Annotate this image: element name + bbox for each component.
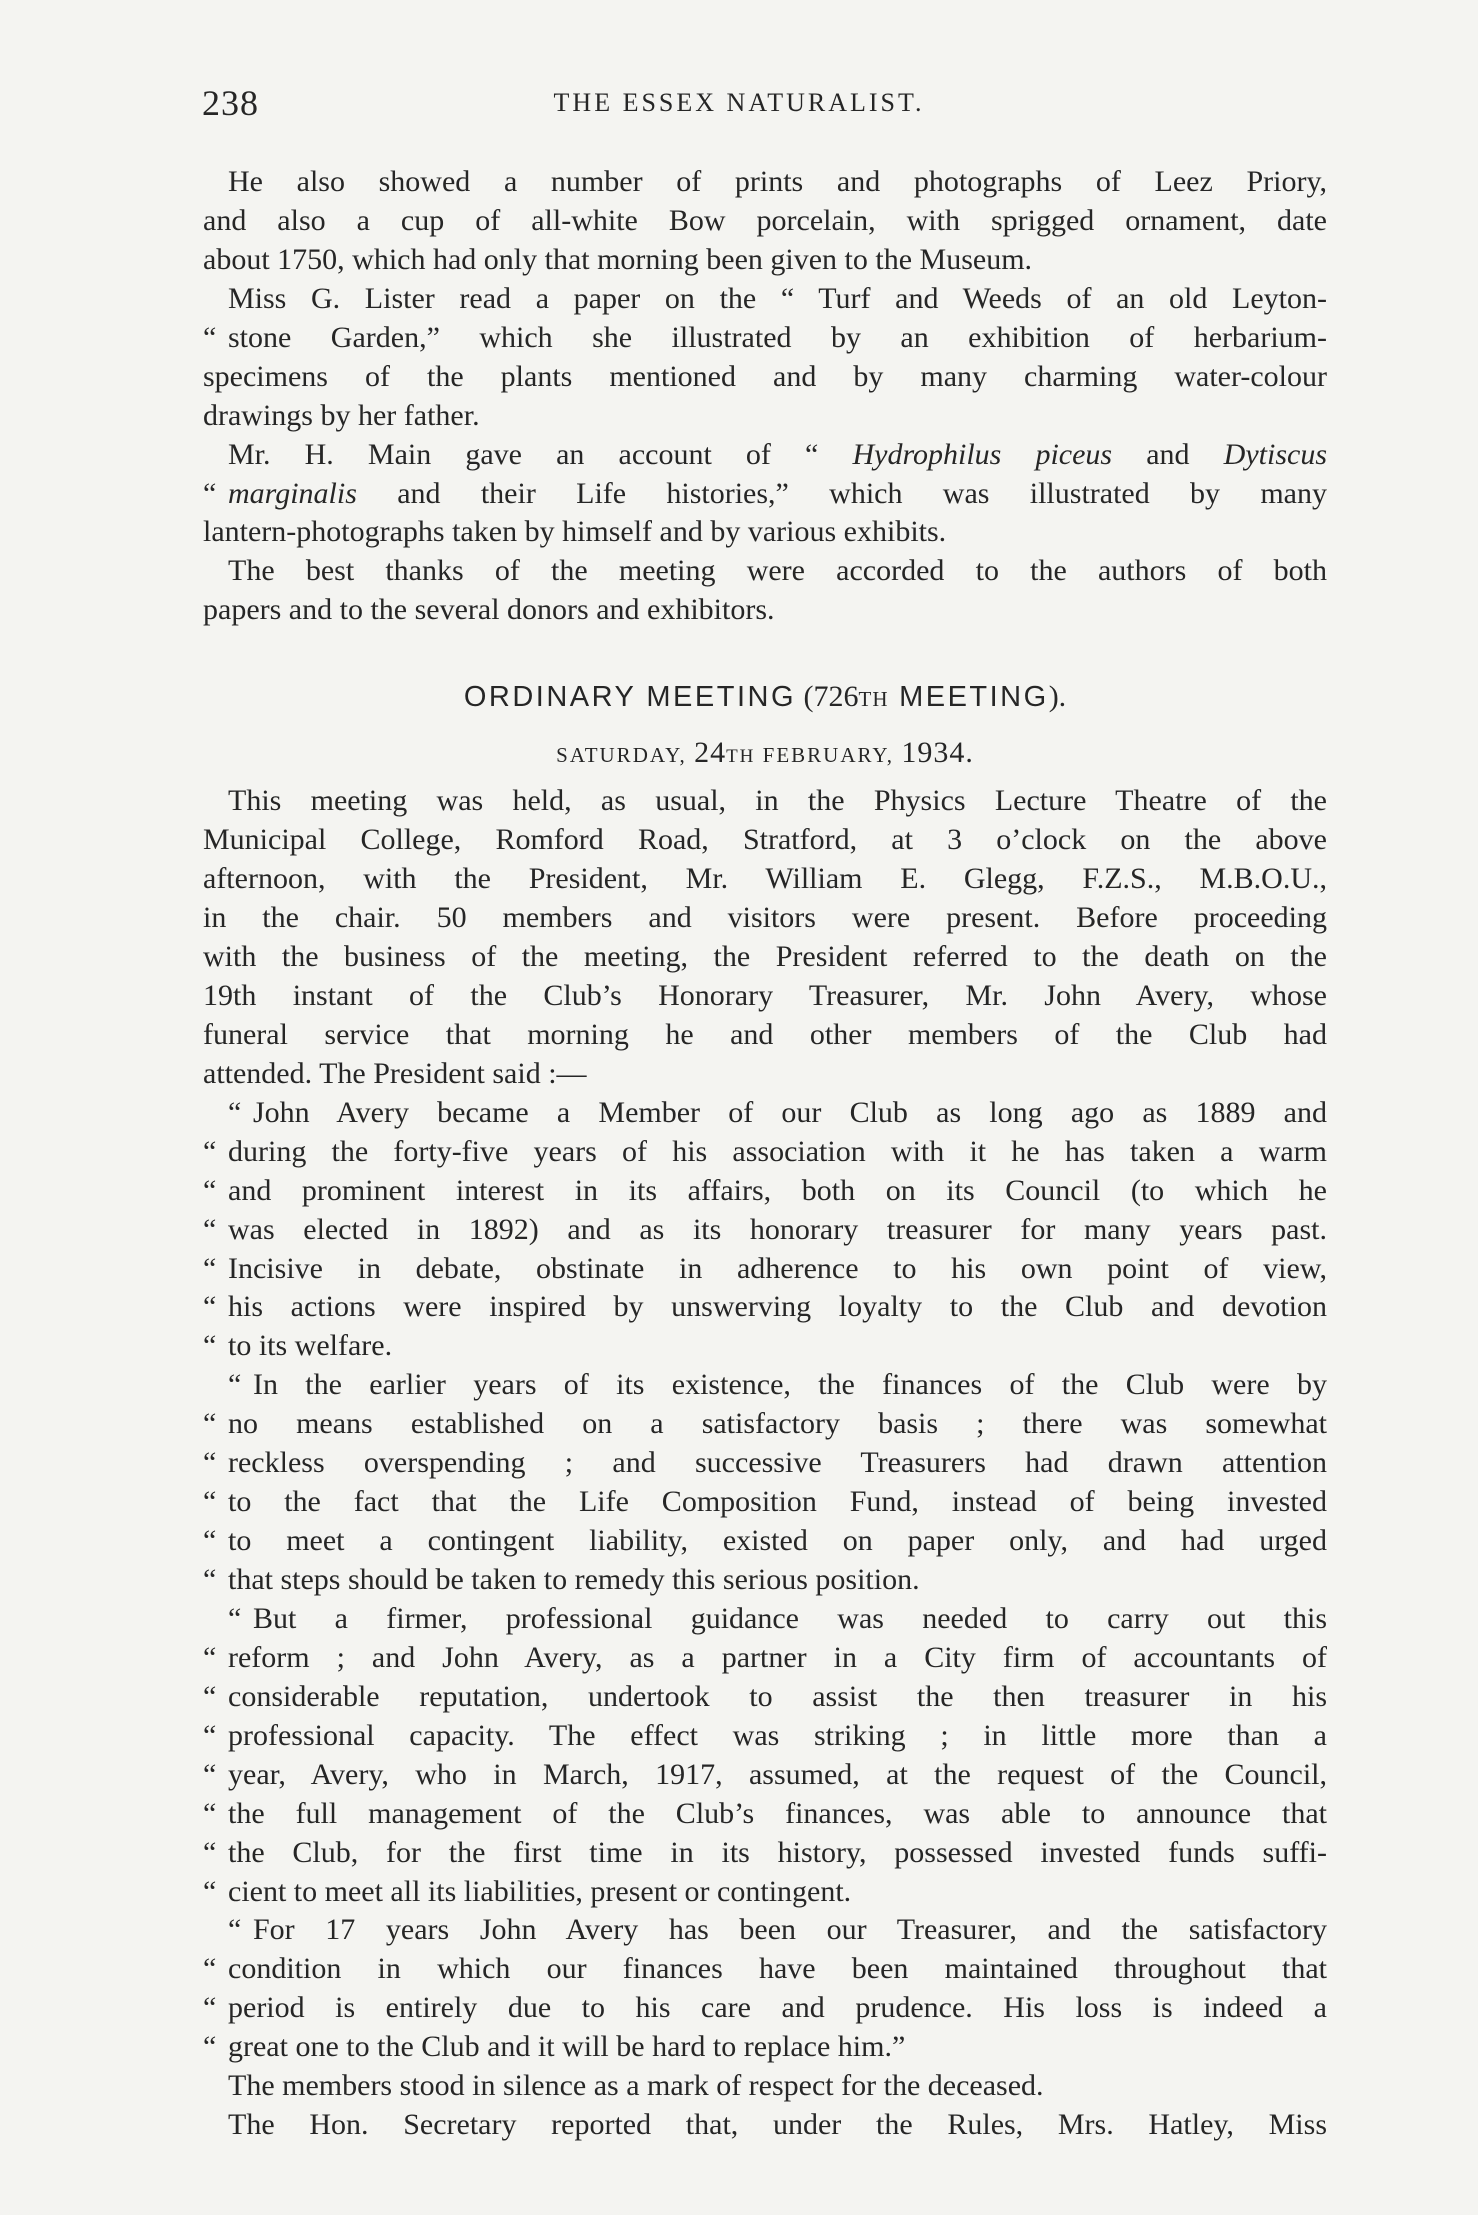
quote-mark: “ [203, 1329, 217, 1363]
quote-mark: “ [228, 1095, 242, 1129]
quote-mark: “ [203, 1407, 217, 1441]
text-line: “ considerable reputation, undertook to assist the then treasurer in his [203, 1678, 1327, 1717]
quote-mark: “ [203, 1173, 217, 1207]
text-line: “ the Club, for the first time in its history, possessed invested funds suffi- [203, 1834, 1327, 1873]
quote-mark: “ [203, 1952, 217, 1986]
text-line: “ professional capacity. The effect was striking ; in little more than a [203, 1717, 1327, 1756]
text-line: specimens of the plants mentioned and by many charming water-colour [203, 359, 1327, 393]
page-header [0, 82, 1478, 132]
text-line: “ great one to the Club and it will be hard to replace him.” [203, 2028, 1327, 2067]
text-line: “ John Avery became a Member of our Club as long ago as 1889 and [203, 1094, 1327, 1133]
quote-mark: “ [203, 1212, 217, 1246]
quote-mark: “ [203, 1874, 217, 1908]
text-line: This meeting was held, as usual, in the Physics Lecture Theatre of the [228, 784, 1327, 818]
text-line: with the business of the meeting, the President referred to the death on the [203, 940, 1327, 973]
text-line: “ to meet a contingent liability, existed on paper only, and had urged [203, 1522, 1327, 1561]
text-line: papers and to the several donors and exhibitors. [203, 593, 775, 627]
text-line: “ to the fact that the Life Composition Fund, instead of being invested [203, 1483, 1327, 1522]
text-line: in the chair. 50 members and visitors were present. Before proceeding [203, 901, 1327, 935]
text-line: “ In the earlier years of its existence, the finances of the Club were by [203, 1366, 1327, 1405]
species-name: marginalis [228, 476, 357, 510]
text-line: “ cient to meet all its liabilities, present or contingent. [203, 1873, 1327, 1912]
quote-mark: “ [203, 1991, 217, 2025]
text-line: and also a cup of all-white Bow porcelain, with sprigged ornament, date [203, 203, 1327, 237]
page-number: 238 [202, 83, 259, 123]
text-line: lantern-photographs taken by himself and by various exhibits. [203, 515, 947, 549]
text-line: afternoon, with the President, Mr. William E. Glegg, F.Z.S., M.B.O.U., [203, 862, 1327, 896]
quote-mark: “ [228, 1368, 242, 1402]
text-line: drawings by her father. [203, 398, 480, 432]
quote-mark: “ [203, 1524, 217, 1558]
text-line: “ condition in which our finances have been maintained throughout that [203, 1950, 1327, 1989]
meeting-date: SATURDAY, 24TH FEBRUARY, 1934. [556, 736, 974, 770]
quote-mark: “ [203, 2030, 217, 2064]
text-line: The Hon. Secretary reported that, under the Rules, Mrs. Hatley, Miss [228, 2108, 1327, 2142]
quote-mark: “ [203, 1290, 217, 1324]
text-line: The members stood in silence as a mark of respect for the deceased. [228, 2069, 1044, 2103]
quote-mark: “ [203, 1718, 217, 1752]
quote-mark: “ [203, 1640, 217, 1674]
text-line: “ that steps should be taken to remedy this serious position. [203, 1561, 1327, 1600]
text-line: Miss G. Lister read a paper on the “ Turf and Weeds of an old Leyton- [228, 281, 1327, 315]
quote-mark: “ [203, 1134, 217, 1168]
quote-mark: “ [203, 1835, 217, 1869]
quote-mark: “ [203, 320, 217, 354]
text-line: He also showed a number of prints and photographs of Leez Priory, [228, 165, 1327, 198]
text-line: “ the full management of the Club’s finances, was able to announce that [203, 1795, 1327, 1834]
text-line: funeral service that morning he and other members of the Club had [203, 1017, 1327, 1051]
text-line: “ For 17 years John Avery has been our Treasurer, and the satisfactory [203, 1911, 1327, 1950]
text-line: The best thanks of the meeting were accorded to the authors of both [228, 554, 1327, 588]
text-line: about 1750, which had only that morning been given to the Museum. [203, 242, 1033, 276]
text-line: “ and prominent interest in its affairs, both on its Council (to which he [203, 1172, 1327, 1211]
running-head: THE ESSEX NATURALIST. [553, 88, 925, 117]
text-line: Municipal College, Romford Road, Stratford, at 3 o’clock on the above [203, 823, 1327, 857]
text-line: “ period is entirely due to his care and prudence. His loss is indeed a [203, 1989, 1327, 2028]
quote-mark: “ [203, 1679, 217, 1713]
quote-mark: “ [203, 1485, 217, 1519]
text-line: “ But a firmer, professional guidance was needed to carry out this [203, 1600, 1327, 1639]
text-line: “ Incisive in debate, obstinate in adherence to his own point of view, [203, 1250, 1327, 1289]
species-name: Dytiscus [1223, 437, 1327, 471]
text-line: “ was elected in 1892) and as its honorary treasurer for many years past. [203, 1211, 1327, 1250]
section-heading: ORDINARY MEETING (726TH MEETING). [463, 680, 1067, 714]
quote-mark: “ [203, 1757, 217, 1791]
text-line: attended. The President said :— [203, 1056, 587, 1090]
quote-mark: “ [203, 476, 217, 510]
quote-mark: “ [203, 1251, 217, 1285]
quote-mark: “ [228, 1601, 242, 1635]
text-line: “ marginalis and their Life histories,” which was illustrated by many [203, 475, 1327, 514]
text-line: “ his actions were inspired by unswerving loyalty to the Club and devotion [203, 1288, 1327, 1327]
text-line: Mr. H. Main gave an account of “ Hydrophilus piceus and Dytiscus [228, 437, 1327, 471]
quote-mark: “ [203, 1563, 217, 1596]
species-name: Hydrophilus piceus [852, 437, 1113, 471]
text-line: 19th instant of the Club’s Honorary Treasurer, Mr. John Avery, whose [203, 978, 1327, 1012]
text-line: “ no means established on a satisfactory basis ; there was somewhat [203, 1405, 1327, 1444]
text-line: “ to its welfare. [203, 1327, 1327, 1366]
text-line: “ year, Avery, who in March, 1917, assumed, at the request of the Council, [203, 1756, 1327, 1795]
text-line: “ reckless overspending ; and successive Treasurers had drawn attention [203, 1444, 1327, 1483]
quote-mark: “ [203, 1796, 217, 1830]
quote-mark: “ [228, 1913, 242, 1947]
text-line: “ reform ; and John Avery, as a partner in a City firm of accountants of [203, 1639, 1327, 1678]
quote-mark: “ [203, 1446, 217, 1480]
text-line: “ during the forty-five years of his association with it he has taken a warm [203, 1133, 1327, 1172]
body-text [203, 163, 1327, 2145]
text-line: “ stone Garden,” which she illustrated by an exhibition of herbarium- [203, 319, 1327, 358]
